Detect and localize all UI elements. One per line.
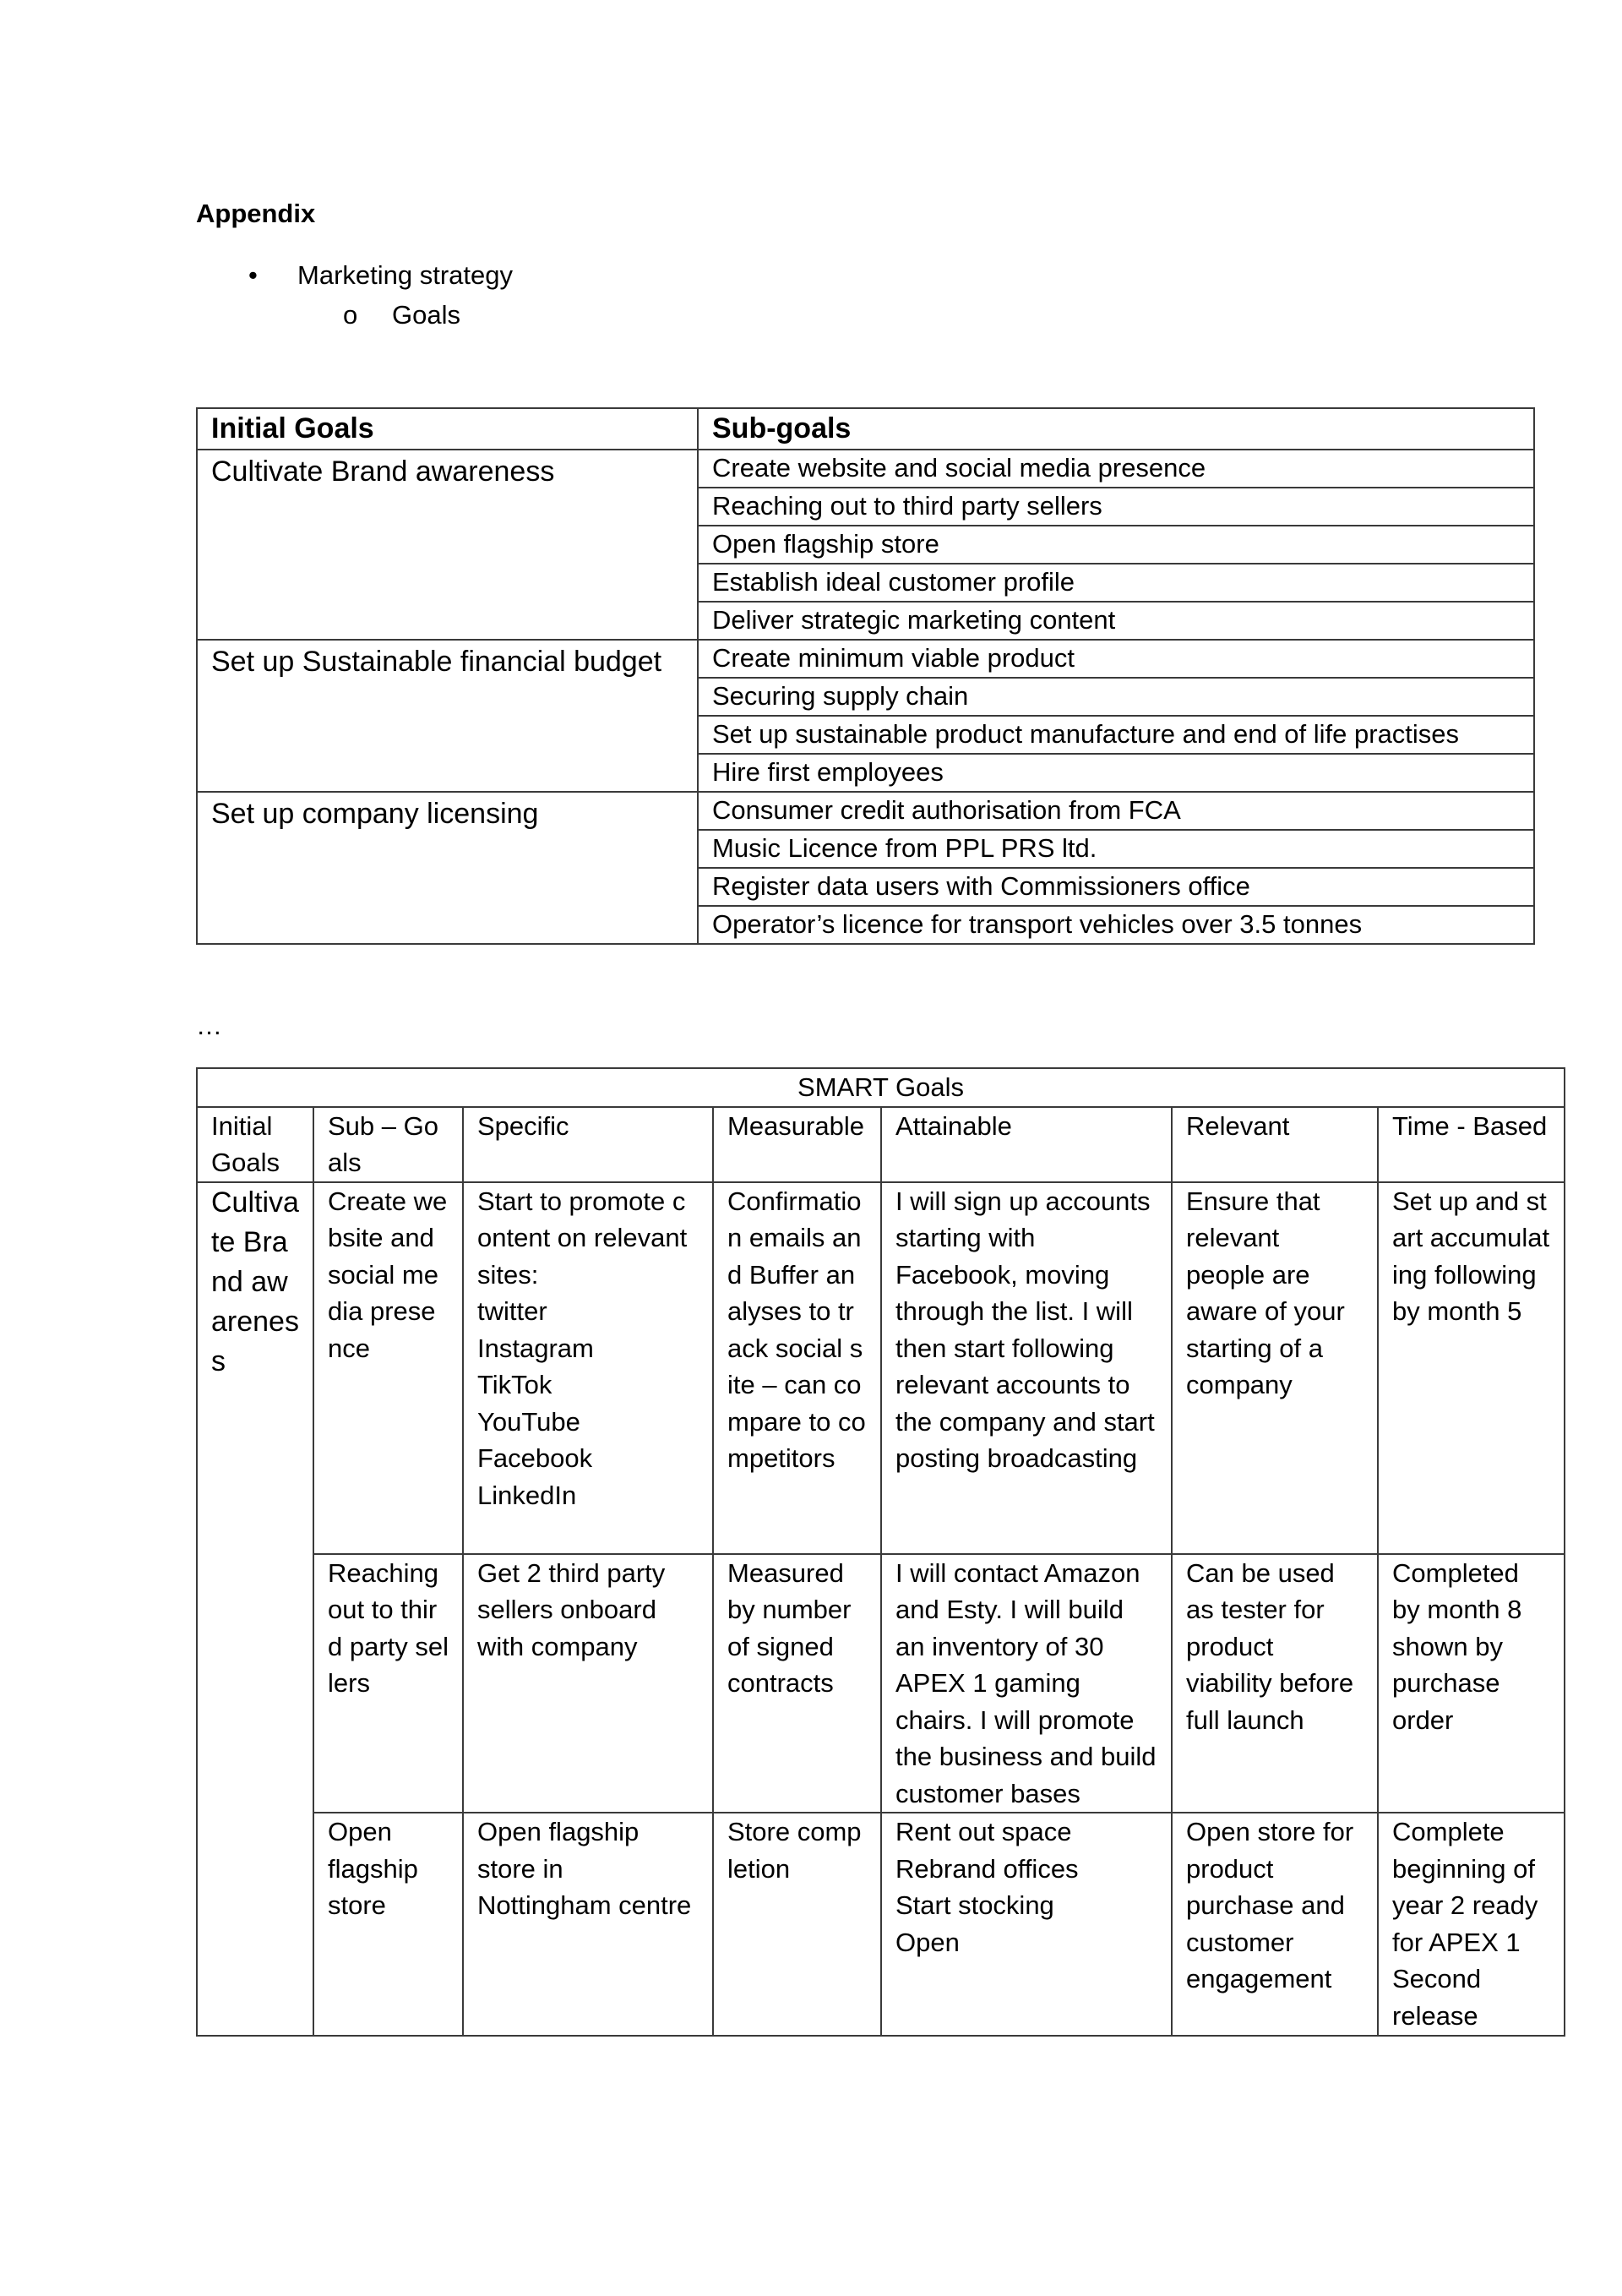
time-based-cell: Complete beginning of year 2 ready for APEX 1 Second release <box>1378 1813 1565 2036</box>
table-row <box>197 1554 1565 1813</box>
table-header-row <box>197 408 1534 450</box>
table-row <box>197 1182 1565 1554</box>
specific-cell: Open flagship store in Nottingham centre <box>463 1813 713 2036</box>
bullet-dot-icon: • <box>248 260 258 290</box>
smart-goals-title: SMART Goals <box>197 1068 1565 1107</box>
ellipsis: … <box>196 1011 222 1040</box>
sub-goal-cell: Securing supply chain <box>698 678 1534 716</box>
attainable-line: Rent out space <box>895 1817 1072 1846</box>
header-measurable: Measurable <box>713 1107 881 1182</box>
sub-goal-cell: Open flagship store <box>313 1813 463 2036</box>
sub-goal-cell: Reaching out to third party sellers <box>698 488 1534 526</box>
specific-line: TikTok <box>477 1370 552 1399</box>
table-title-row <box>197 1068 1565 1107</box>
table-row <box>197 450 1534 488</box>
header-relevant: Relevant <box>1172 1107 1378 1182</box>
attainable-line: Rebrand offices <box>895 1853 1079 1884</box>
specific-line: Instagram <box>477 1333 594 1363</box>
sub-goal-cell: Consumer credit authorisation from FCA <box>698 792 1534 830</box>
sub-goal-cell: Create website and social media presence <box>698 450 1534 488</box>
sub-goal-cell: Reaching out to third party sellers <box>313 1554 463 1813</box>
bullet-text: Marketing strategy <box>297 260 513 290</box>
specific-line: Facebook <box>477 1443 593 1473</box>
measurable-cell: Confirmation emails and Buffer analyses to track social site – can compare to competitors <box>713 1182 881 1554</box>
smart-goals-table <box>196 1067 1565 2037</box>
table-row <box>197 1813 1565 2036</box>
specific-cell: Get 2 third party sellers onboard with company <box>463 1554 713 1813</box>
relevant-cell: Can be used as tester for product viability before full launch <box>1172 1554 1378 1813</box>
bullet-goals <box>343 300 460 330</box>
header-time-based: Time - Based <box>1378 1107 1565 1182</box>
specific-line: LinkedIn <box>477 1480 577 1510</box>
sub-goal-cell: Deliver strategic marketing content <box>698 602 1534 640</box>
attainable-cell: I will sign up accounts starting with Facebook, moving through the list. I will then start following relevant accounts to the company and start posting broadcasting <box>881 1182 1172 1554</box>
appendix-heading: Appendix <box>196 199 316 228</box>
header-sub-goals: Sub-goals <box>698 408 1534 450</box>
header-initial-goals: Initial Goals <box>197 1107 313 1182</box>
initial-goal-cell: Cultivate Brand awareness <box>197 1182 313 2037</box>
sub-goal-cell: Open flagship store <box>698 526 1534 564</box>
specific-line: twitter <box>477 1296 547 1326</box>
specific-cell <box>463 1182 713 1554</box>
relevant-cell: Ensure that relevant people are aware of your starting of a company <box>1172 1182 1378 1554</box>
sub-goal-cell: Create minimum viable product <box>698 640 1534 678</box>
header-attainable: Attainable <box>881 1107 1172 1182</box>
attainable-cell <box>881 1813 1172 2036</box>
bullet-text: Goals <box>392 300 460 330</box>
attainable-line: Open <box>895 1927 960 1957</box>
table-row <box>197 640 1534 678</box>
sub-goal-cell: Hire first employees <box>698 754 1534 792</box>
specific-line: Start to promote content on relevant sites: <box>477 1186 688 1290</box>
attainable-line: Start stocking <box>895 1890 1054 1920</box>
header-sub-goals: Sub – Goals <box>313 1107 463 1182</box>
bullet-marketing-strategy <box>245 260 513 291</box>
table-row <box>197 792 1534 830</box>
time-based-cell: Set up and start accumulating following by month 5 <box>1378 1182 1565 1554</box>
specific-line: YouTube <box>477 1406 580 1437</box>
sub-goal-cell: Set up sustainable product manufacture and end of life practises <box>698 716 1534 754</box>
sub-goal-cell: Establish ideal customer profile <box>698 564 1534 602</box>
sub-goal-cell: Operator’s licence for transport vehicles over 3.5 tonnes <box>698 906 1534 944</box>
sub-goal-cell: Music Licence from PPL PRS ltd. <box>698 830 1534 868</box>
relevant-cell: Open store for product purchase and customer engagement <box>1172 1813 1378 2036</box>
initial-goal-cell: Set up Sustainable financial budget <box>197 640 698 792</box>
sub-goal-cell: Create website and social media presence <box>313 1182 463 1554</box>
table-header-row <box>197 1107 1565 1182</box>
time-based-cell: Completed by month 8 shown by purchase order <box>1378 1554 1565 1813</box>
bullet-circle-icon: o <box>343 300 358 330</box>
measurable-cell: Measured by number of signed contracts <box>713 1554 881 1813</box>
attainable-cell: I will contact Amazon and Esty. I will build an inventory of 30 APEX 1 gaming chairs. I will promote the business and build customer bases <box>881 1554 1172 1813</box>
header-initial-goals: Initial Goals <box>197 408 698 450</box>
initial-goal-cell: Set up company licensing <box>197 792 698 944</box>
measurable-cell: Store completion <box>713 1813 881 2036</box>
sub-goal-cell: Register data users with Commissioners office <box>698 868 1534 906</box>
initial-goal-cell: Cultivate Brand awareness <box>197 450 698 640</box>
goals-table <box>196 407 1535 945</box>
header-specific: Specific <box>463 1107 713 1182</box>
